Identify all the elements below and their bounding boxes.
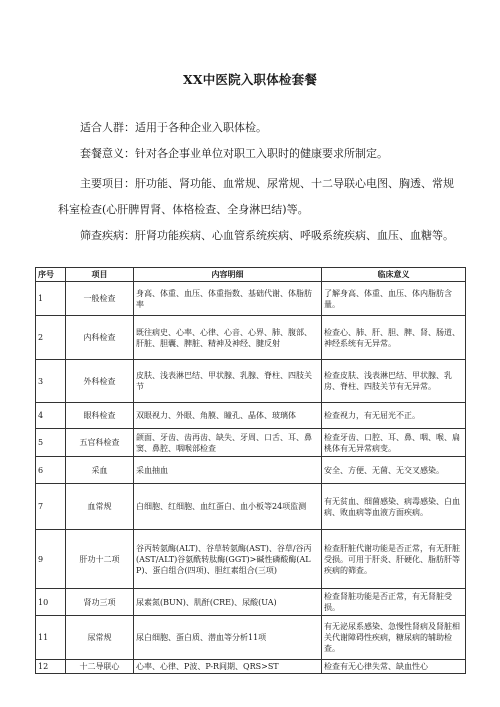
row-number: 7 bbox=[36, 484, 66, 530]
row-meaning: 检查肾脏功能是否正常，有无肾脏受损。 bbox=[322, 589, 466, 616]
table-row bbox=[36, 660, 466, 674]
paragraph-package-purpose: 套餐意义：针对各企事业单位对职工入职时的健康要求所制定。 bbox=[80, 147, 388, 160]
row-meaning: 安全、方便、无菌、无交叉感染。 bbox=[322, 457, 466, 484]
exam-items-table bbox=[35, 267, 466, 674]
row-meaning: 了解身高、体重、血压、体内脂肪含量。 bbox=[322, 282, 466, 316]
row-item: 内科检查 bbox=[66, 316, 134, 360]
row-detail: 皮肤、浅表淋巴结、甲状腺、乳腺、脊柱、四肢关节 bbox=[134, 360, 322, 403]
row-meaning: 检查牙齿、口腔、耳、鼻、咽、喉、扁桃体有无异常病变。 bbox=[322, 429, 466, 457]
table-row bbox=[36, 360, 466, 403]
row-meaning: 检查心、肺、肝、胆、脾、肾、肠道、神经系统有无异常。 bbox=[322, 316, 466, 360]
row-number: 10 bbox=[36, 589, 66, 616]
header-number: 序号 bbox=[36, 268, 66, 282]
row-meaning: 检查视力，有无屈光不正。 bbox=[322, 403, 466, 429]
row-number: 12 bbox=[36, 660, 66, 674]
row-item: 一般检查 bbox=[66, 282, 134, 316]
row-number: 4 bbox=[36, 403, 66, 429]
row-number: 6 bbox=[36, 457, 66, 484]
header-detail: 内容明细 bbox=[134, 268, 322, 282]
row-number: 2 bbox=[36, 316, 66, 360]
header-clinical-meaning: 临床意义 bbox=[322, 268, 466, 282]
row-item: 肝功十二项 bbox=[66, 530, 134, 589]
document-title: XX中医院入职体检套餐 bbox=[182, 72, 318, 87]
row-number: 5 bbox=[36, 429, 66, 457]
row-number: 11 bbox=[36, 616, 66, 660]
table-row bbox=[36, 589, 466, 616]
row-detail: 身高、体重、血压、体重指数、基础代谢、体脂肪率 bbox=[134, 282, 322, 316]
row-detail: 心率、心律、P波、P-R间期、QRS>ST bbox=[134, 660, 322, 674]
row-meaning: 有无泌尿系感染、急慢性肾病及肾脏相关代谢障碍性疾病，糖尿病的辅助检查。 bbox=[322, 616, 466, 660]
row-detail: 采血抽血 bbox=[134, 457, 322, 484]
row-detail: 谷丙转氨酶(ALT)、谷草转氨酶(AST)、谷草/谷丙(AST/ALT)谷氨酰转肽酶(GGT)>碱性磷酸酶(ALP)、蛋白组合(四项)、胆红素组合(三项) bbox=[134, 530, 322, 589]
row-item: 眼科检查 bbox=[66, 403, 134, 429]
table-row bbox=[36, 316, 466, 360]
row-detail: 白细胞、红细胞、血红蛋白、血小板等24项监测 bbox=[134, 484, 322, 530]
row-meaning: 检查皮肤、浅表淋巴结、甲状腺、乳房、脊柱、四肢关节有无异常。 bbox=[322, 360, 466, 403]
row-item: 血常规 bbox=[66, 484, 134, 530]
table-row bbox=[36, 530, 466, 589]
row-item: 外科检查 bbox=[66, 360, 134, 403]
row-detail: 既往病史、心率、心律、心音、心界、肺、腹部、肝脏、胆囊、脾脏、精神及神经、腱反射 bbox=[134, 316, 322, 360]
row-meaning: 检查有无心律失常、缺血性心 bbox=[322, 660, 466, 674]
table-header-row bbox=[36, 268, 466, 282]
row-detail: 尿白细胞、蛋白质、潜血等分析11项 bbox=[134, 616, 322, 660]
row-item: 五官科检查 bbox=[66, 429, 134, 457]
row-number: 3 bbox=[36, 360, 66, 403]
row-item: 十二导联心 bbox=[66, 660, 134, 674]
table-row bbox=[36, 429, 466, 457]
table-row bbox=[36, 282, 466, 316]
row-number: 9 bbox=[36, 530, 66, 589]
row-meaning: 有无贫血、细菌感染、病毒感染、白血病、败血病等血液方面疾病。 bbox=[322, 484, 466, 530]
paragraph-main-items: 主要项目：肝功能、肾功能、血常规、尿常规、十二导联心电图、胸透、常规科室检查(心肝脾胃肾、体格检查、全身淋巴结)等。 bbox=[58, 177, 454, 216]
row-detail: 颌面、牙齿、齿再齿、缺失、牙周、口舌、耳、鼻窦、鼻腔、咽喉部检查 bbox=[134, 429, 322, 457]
row-item: 肾功三项 bbox=[66, 589, 134, 616]
table-row bbox=[36, 403, 466, 429]
row-meaning: 检查肝脏代谢功能是否正常，有无肝脏受损。可用于肝炎、肝硬化、脂肪肝等疾病的筛查。 bbox=[322, 530, 466, 589]
row-item: 尿常规 bbox=[66, 616, 134, 660]
row-detail: 尿素氮(BUN)、肌酐(CRE)、尿酸(UA) bbox=[134, 589, 322, 616]
table-row bbox=[36, 616, 466, 660]
paragraph-target-group: 适合人群：适用于各种企业入职体检。 bbox=[80, 121, 267, 134]
table-row bbox=[36, 457, 466, 484]
paragraph-screened-diseases: 筛查疾病：肝肾功能疾病、心血管系统疾病、呼吸系统疾病、血压、血糖等。 bbox=[80, 229, 454, 242]
header-item: 项目 bbox=[66, 268, 134, 282]
row-number: 1 bbox=[36, 282, 66, 316]
row-detail: 双眼视力、外眼、角膜、瞳孔、晶体、玻璃体 bbox=[134, 403, 322, 429]
table-row bbox=[36, 484, 466, 530]
row-item: 采血 bbox=[66, 457, 134, 484]
